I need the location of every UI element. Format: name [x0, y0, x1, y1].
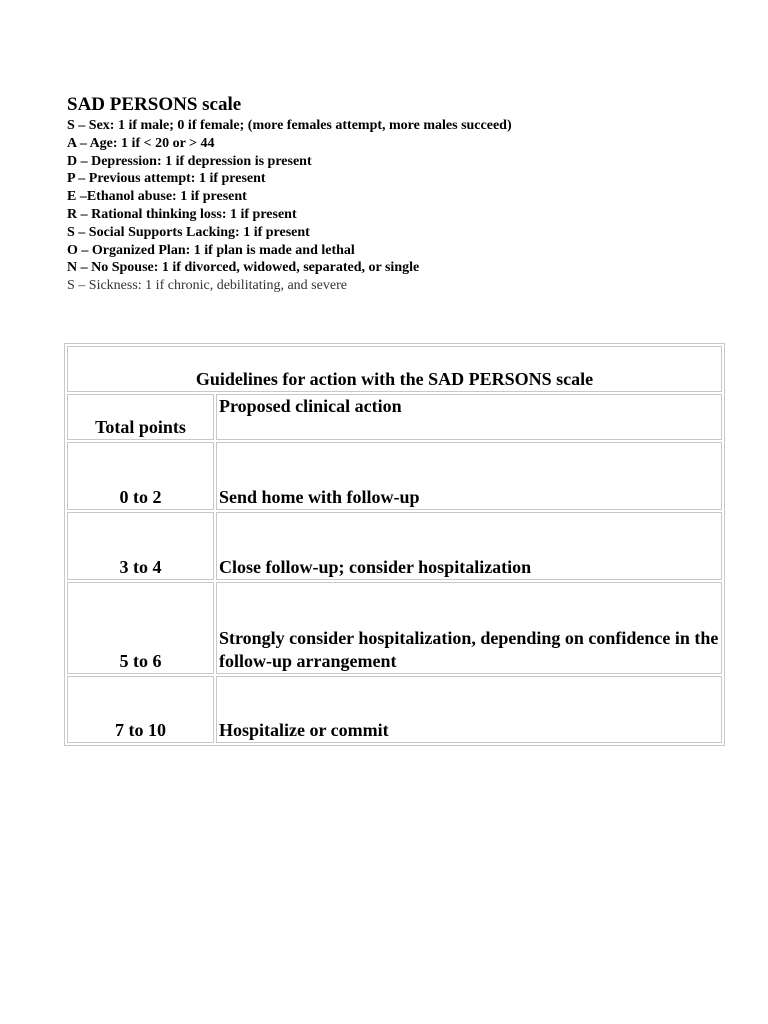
table-row	[67, 512, 722, 580]
header-clinical-action: Proposed clinical action	[216, 394, 722, 440]
table-caption: Guidelines for action with the SAD PERSONS scale	[67, 346, 722, 392]
criterion-ethanol-abuse: E –Ethanol abuse: 1 if present	[67, 189, 247, 205]
points-cell: 7 to 10	[67, 676, 214, 743]
header-total-points: Total points	[67, 394, 214, 440]
action-cell: Strongly consider hospitalization, depending on confidence in the follow-up arrangement	[216, 582, 722, 674]
criterion-depression: D – Depression: 1 if depression is present	[67, 153, 312, 169]
table-row	[67, 582, 722, 674]
table-row	[67, 676, 722, 743]
guidelines-table	[64, 343, 725, 746]
table-caption-row	[67, 346, 722, 392]
criterion-organized-plan: O – Organized Plan: 1 if plan is made and lethal	[67, 242, 355, 258]
points-cell: 5 to 6	[67, 582, 214, 674]
criterion-sex: S – Sex: 1 if male; 0 if female; (more females attempt, more males succeed)	[67, 118, 512, 133]
page-title: SAD PERSONS scale	[67, 94, 242, 115]
criterion-previous-attempt: P – Previous attempt: 1 if present	[67, 171, 266, 187]
criteria-list	[67, 117, 512, 295]
points-cell: 3 to 4	[67, 512, 214, 580]
criterion-rational-thinking-loss: R – Rational thinking loss: 1 if present	[67, 206, 297, 222]
criterion-age: A – Age: 1 if < 20 or > 44	[67, 135, 215, 151]
criterion-social-supports: S – Social Supports Lacking: 1 if present	[67, 224, 310, 240]
action-cell: Close follow-up; consider hospitalization	[216, 512, 722, 580]
table-row	[67, 442, 722, 510]
action-cell: Hospitalize or commit	[216, 676, 722, 743]
table-header-row	[67, 394, 722, 440]
action-cell: Send home with follow-up	[216, 442, 722, 510]
criterion-sickness: S – Sickness: 1 if chronic, debilitating, and severe	[67, 278, 347, 294]
points-cell: 0 to 2	[67, 442, 214, 510]
criterion-no-spouse: N – No Spouse: 1 if divorced, widowed, separated, or single	[67, 260, 420, 276]
